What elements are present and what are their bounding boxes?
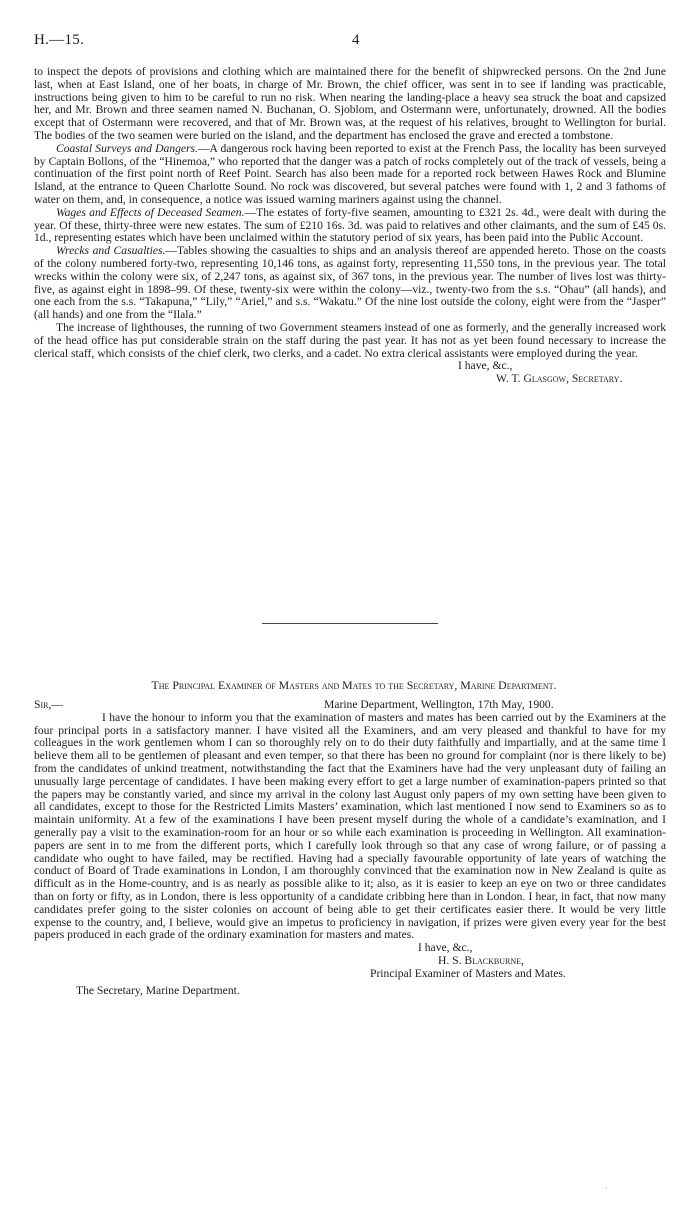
heading-wrecks: Wrecks and Casualties. [56,244,166,258]
paragraph-coastal-surveys [34,143,666,207]
secretary-report-continuation [34,66,666,386]
text-wages: —The estates of forty-five seamen, amounting to £321 2s. 4d., were dealt with during the year. Of these, thirty-three were new estates. The sum of £210 16s. 3d. was paid to relatives and other claimants, and the sum of £45 0s. 1d., representing estates which have been unclaimed within the statutory period of six years, has been paid into the Public Account. [34,205,667,245]
paragraph-wages [34,207,666,245]
print-mark-icon: ˋ [605,1186,608,1195]
signature-title: Principal Examiner of Masters and Mates. [370,966,566,980]
signature-blackburne: H. S. Blackburne, [438,953,524,967]
salutation-row [34,699,666,712]
paragraph-staff: The increase of lighthouses, the running of two Government steamers instead of one as formerly, and the generally increased work of the head office has put considerable strain on the staff during the past year. It has not as yet been found necessary to increase the clerical staff, which consists of the chief clerk, two clerks, and a cadet. No extra clerical assistants were employed during the year. [34,320,666,360]
closing-line-2: I have, &c., [418,941,473,955]
signoff-block [34,360,666,386]
paragraph-depots: to inspect the depots of provisions and clothing which are maintained there for the benefit of shipwrecked persons. On the 2nd June last, when at East Island, one of her boats, in charge of Mr. Brown, the chief officer, was sent in to see if landing was practicable, instructions being given to him to be careful to run no risk. When nearing the landing-place a heavy sea struck the boat and capsized her, and Mr. Brown and three seamen named N. Buchanan, O. Sjoblom, and Ostermann were, unfortunately, drowned. All the bodies except that of Ostermann were recovered, and that of Mr. Brown was, at the request of his relatives, brought to Wellington for burial. The bodies of the two seamen were buried on the island, and the department has enclosed the grave and erected a tombstone. [34,65,666,142]
document-code: H.—15. [34,32,85,48]
letter-title: The Principal Examiner of Masters and Mates to the Secretary, Marine Department. [151,678,557,692]
text-coastal-surveys: —A dangerous rock having been reported to exist at the French Pass, the locality has been surveyed by Captain Bollons, of the “Hinemoa,” who reported that the danger was a patch of rocks completely out of the track of vessels, being a continuation of the first point north of Reef Point. Search has also been made for a reported rock between Hawes Rock and Blumine Island, at the entrance to Queen Charlotte Sound. No rock was discovered, but several patches were found with 1, 2 and 3 fathoms of water on them, and, in consequence, a notice was issued warning mariners against using the channel. [34,141,666,206]
page-header [34,32,664,54]
section-divider [262,623,438,624]
letter-dateline: Marine Department, Wellington, 17th May, 1900. [324,697,554,711]
closing-line: I have, &c., [458,359,513,373]
letter-body: I have the honour to inform you that the examination of masters and mates has been carried out by the Examiners at the four principal ports in a satisfactory manner. I have visited all the Examiners, and am very pleased and thankful to have for my colleagues in the work gentlemen whom I can so thoroughly rely on to do their duty faithfully and impartially, and at the same time I believe them all to be gentlemen of pleasant and even temper, so that there has been no ground for complaint (nor is there likely to be) from the candidates of unkind treatment, notwithstanding the fact that the Examiners have had the very unpleasant duty of failing an unusually large percentage of candidates. I have been making every effort to get a large number of examination-papers printed so that the papers may be constantly varied, and since my arrival in the colony last August only papers of my own setting have been given to all candidates, except to those for the Restricted Limits Masters’ examination, which last mentioned I now send to Examiners so as to maintain uniformity. At a few of the examinations I have been present myself during the whole of a candidate’s examination, and I generally pay a visit to the examination-room for an hour or so while each examination is proceeding in Wellington. All examination-papers are sent in to me from the different ports, which I carefully look through so that any case of wrong failure, or of passing a candidate who ought to have failed, may be rectified. Having had a specially favourable opportunity of late years of watching the conduct of Board of Trade examinations in London, I am thoroughly convinced that the examination now in New Zealand is quite as difficult as in the Home-country, and is as nearly as possible alike to it; also, as it is easier to keep an eye on two or three candidates than on forty or fifty, as in London, there is less opportunity of a candidate cribbing here than in London. I hear, in fact, that now many candidates prefer going to the sister colonies on account of being able to get their certificates easier there. It would be very little expense to the country, and, I believe, would give an impetus to proficiency in navigation, if prizes were given every year for the best papers produced in each grade of the ordinary examination for masters and mates. [34,710,666,942]
heading-wages: Wages and Effects of Deceased Seamen. [56,205,245,219]
addressee: The Secretary, Marine Department. [76,983,240,997]
text-wrecks: —Tables showing the casualties to ships and an analysis thereof are appended hereto. Those on the coasts of the colony numbered forty-two, representing 10,146 tons, as against forty, representing 11,550 tons, in the previous year. The total wrecks within the colony were six, of 2,247 tons, as against six, of 367 tons, in the previous year. The number of lives lost was thirty-five, as against eight in 1898–99. Of these, twenty-six were within the colony—viz., twenty-two from the s.s. “Ohau” (all hands), and one each from the s.s. “Takapuna,” “Lily,” “Ariel,” and s.s. “Wakatu.” Of the nine lost outside the colony, eight were from the “Jasper” (all hands) and one from the “Ilala.” [34,244,666,322]
examiner-letter [34,679,666,997]
heading-coastal-surveys: Coastal Surveys and Dangers. [56,141,198,155]
paragraph-wrecks [34,245,666,322]
salutation: Sir,— [34,697,63,711]
signature-glasgow: W. T. Glasgow, Secretary. [496,372,623,386]
letter-signoff [34,942,666,980]
page-number: 4 [352,32,360,48]
